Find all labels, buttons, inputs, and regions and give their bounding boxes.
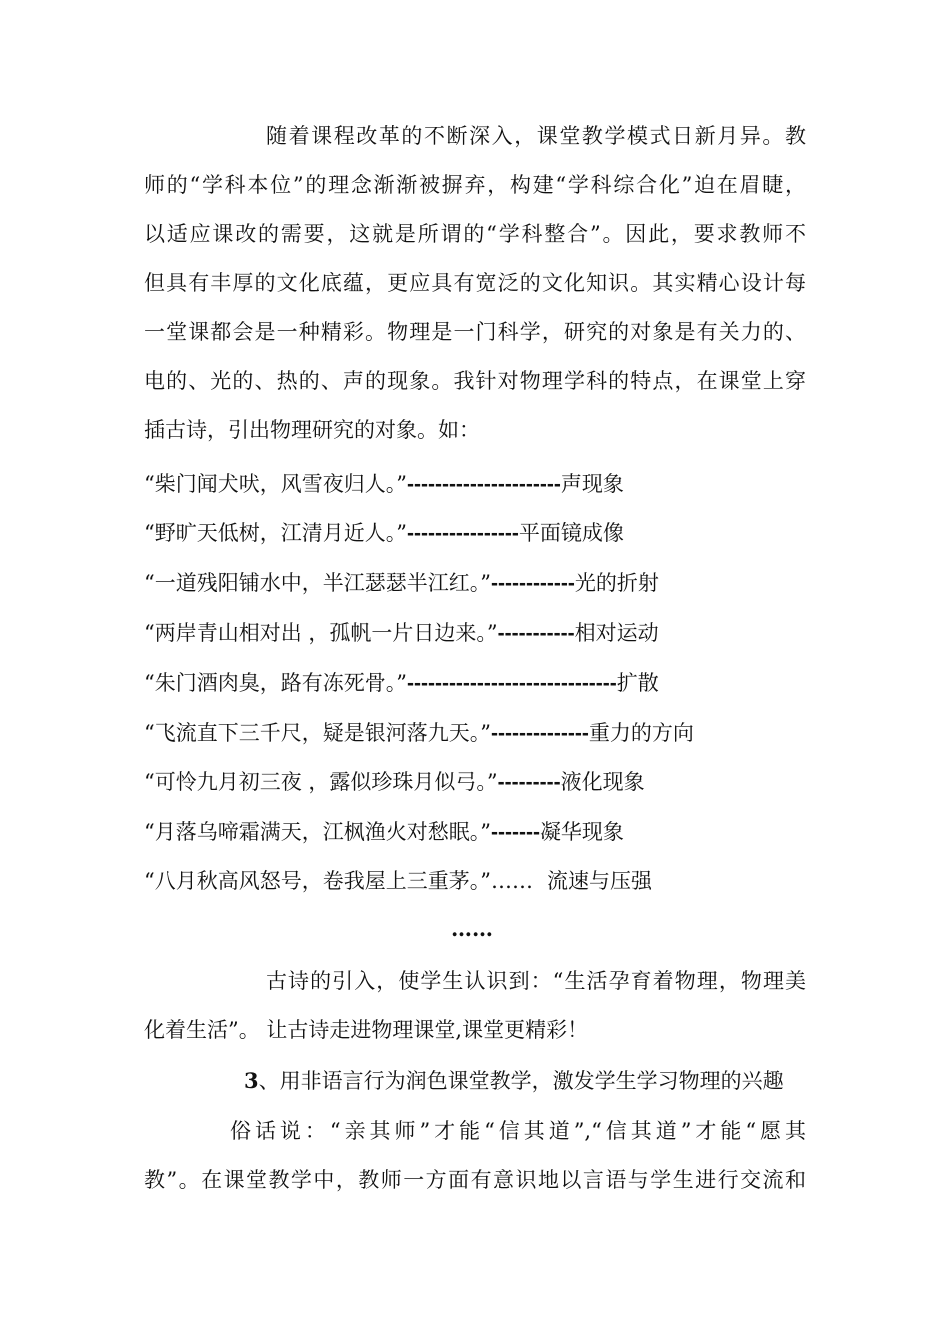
paragraph-line: 教”。在课堂教学中，教师一方面有意识地以言语与学生进行交流和 — [144, 1168, 806, 1192]
paragraph-line: 随着课程改革的不断深入，课堂教学模式日新月异。教 — [266, 124, 806, 148]
poem-phenomenon: 凝华现象 — [539, 820, 624, 844]
poem-verse: “月落乌啼霜满天，江枫渔火对愁眠。” — [144, 820, 491, 844]
poem-line — [144, 469, 624, 500]
poem-verse: “八月秋高风怒号，卷我屋上三重茅。”…… — [144, 869, 533, 893]
poem-phenomenon: 液化现象 — [560, 770, 645, 794]
paragraph-line: 古诗的引入，使学生认识到：“生活孕育着物理，物理美 — [266, 969, 806, 993]
poem-verse: “两岸青山相对出 ，孤帆一片日边来。” — [144, 621, 498, 645]
poem-dashes: ------------------------------ — [406, 672, 617, 695]
poem-line — [144, 668, 659, 699]
paragraph-line: 插古诗，引出物理研究的对象。如： — [144, 418, 480, 442]
paragraph-intro — [144, 121, 806, 464]
section-heading — [244, 1066, 784, 1096]
poem-dashes: ----------- — [497, 622, 575, 645]
paragraph-section3 — [144, 1116, 806, 1214]
paragraph-line: 但具有丰厚的文化底蕴，更应具有宽泛的文化知识。其实精心设计每 — [144, 271, 806, 295]
poem-line — [144, 817, 624, 848]
poem-phenomenon: 流速与压强 — [546, 869, 652, 893]
paragraph-line: 以适应课改的需要，这就是所谓的“学科整合”。因此，要求教师不 — [144, 222, 806, 246]
poem-phenomenon: 相对运动 — [574, 621, 659, 645]
poem-dashes: -------------- — [490, 722, 589, 745]
poem-dashes: ------- — [490, 821, 540, 844]
poem-verse: “柴门闻犬吠，风雪夜归人。” — [144, 472, 407, 496]
poem-line — [144, 718, 694, 749]
list-ellipsis: …… — [451, 916, 493, 941]
paragraph-conclusion — [144, 966, 806, 1064]
poem-dashes: ---------------------- — [406, 473, 561, 496]
poem-verse: “一道残阳铺水中，半江瑟瑟半江红。” — [144, 571, 491, 595]
paragraph-line: 电的、光的、热的、声的现象。我针对物理学科的特点，在课堂上穿 — [144, 369, 806, 393]
poem-phenomenon: 声现象 — [560, 472, 624, 496]
poem-verse: “飞流直下三千尺，疑是银河落九天。” — [144, 721, 491, 745]
poem-phenomenon: 重力的方向 — [588, 721, 694, 745]
paragraph-line: 俗话说：“亲其师”才能“信其道”,“信其道”才能“愿其 — [230, 1119, 806, 1143]
paragraph-line: 师的“学科本位”的理念渐渐被摒弃，构建“学科综合化”迫在眉睫， — [144, 173, 806, 197]
poem-phenomenon: 平面镜成像 — [518, 521, 624, 545]
paragraph-line: 一堂课都会是一种精彩。物理是一门科学，研究的对象是有关力的、 — [144, 320, 806, 344]
poem-dashes: --------- — [497, 771, 561, 794]
poem-line — [144, 518, 624, 549]
poem-line — [144, 618, 659, 649]
paragraph-line: 化着生活”。 让古诗走进物理课堂,课堂更精彩！ — [144, 1018, 589, 1042]
poem-dashes: ------------ — [490, 572, 575, 595]
poem-phenomenon: 光的折射 — [574, 571, 659, 595]
poem-verse: “朱门酒肉臭，路有冻死骨。” — [144, 671, 407, 695]
section-title: 、用非语言行为润色课堂教学，激发学生学习物理的兴趣 — [258, 1069, 784, 1093]
poem-dashes: ---------------- — [406, 522, 519, 545]
poem-line — [144, 767, 645, 798]
section-number: 3 — [244, 1068, 259, 1093]
poem-verse: “可怜九月初三夜 ，露似珍珠月似弓。” — [144, 770, 498, 794]
poem-line — [144, 866, 652, 897]
poem-phenomenon: 扩散 — [616, 671, 659, 695]
poem-verse: “野旷天低树，江清月近人。” — [144, 521, 407, 545]
poem-line — [144, 568, 659, 599]
